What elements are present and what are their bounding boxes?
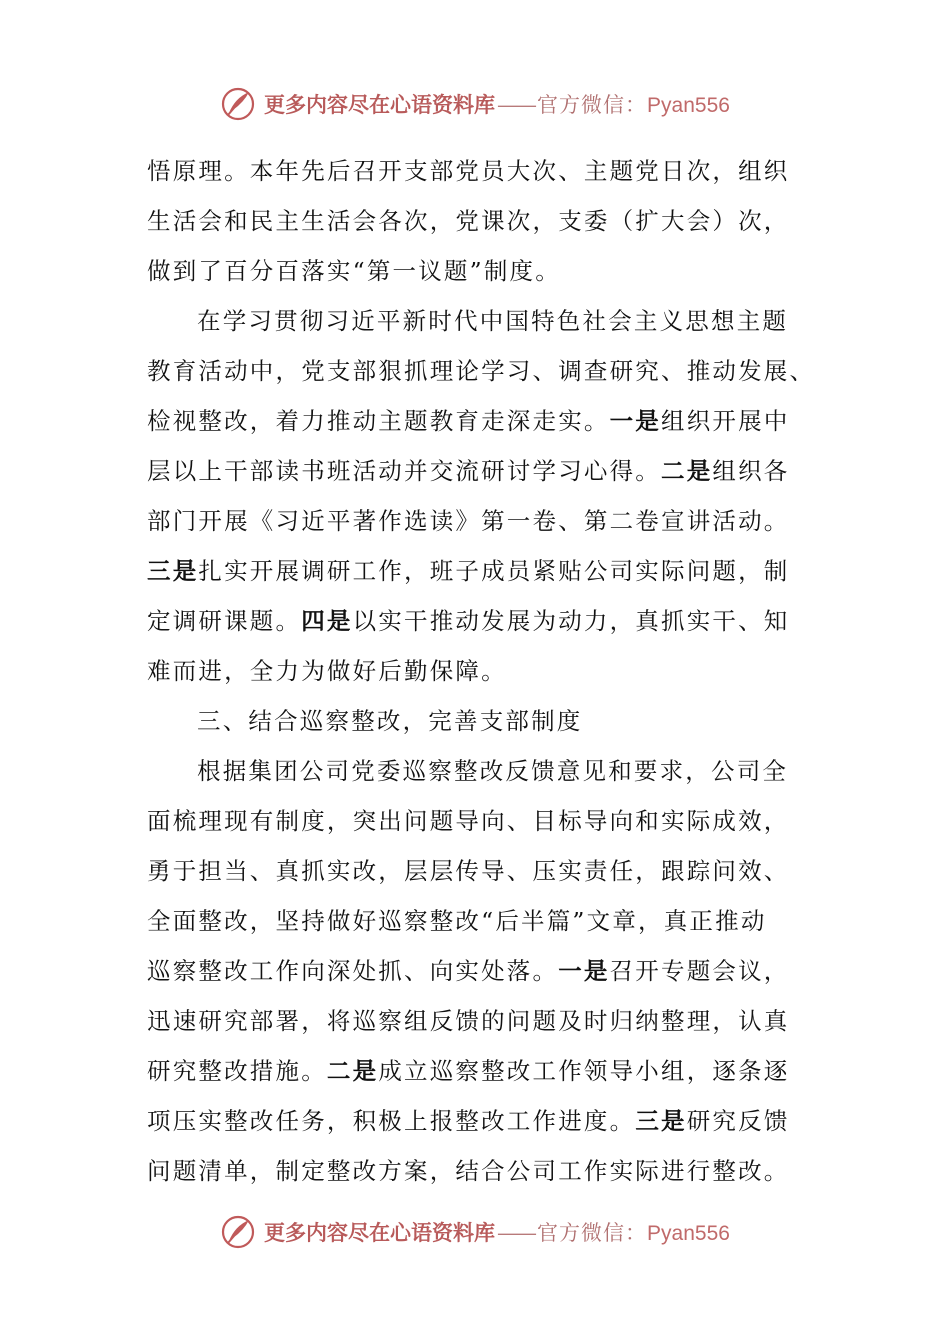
bold-marker: 一是 [609,407,662,435]
bold-marker: 二是 [326,1057,379,1085]
quill-logo-icon [220,86,256,122]
banner-wechat-id: Pyan556 [647,94,730,117]
text-segment: 定调研课题。 [147,607,302,635]
text-line [147,246,807,296]
banner-text [264,1217,730,1247]
text-segment: 研究整改措施。 [147,1057,327,1085]
bold-marker: 三是 [147,557,199,585]
text-segment: 研究反馈 [686,1107,790,1135]
text-segment: 以实干推动发展为动力，真抓实干、知 [352,607,790,635]
text-segment: 巡察整改工作向深处抓、向实处落。 [147,957,559,985]
text-segment: 扎实开展调研工作，班子成员紧贴公司实际问题，制 [198,557,790,585]
text-segment: 检视整改，着力推动主题教育走深走实。 [147,407,610,435]
text-line [147,196,807,246]
text-segment: 迅速研究部署，将巡察组反馈的问题及时归纳整理，认真 [147,1007,790,1035]
text-line [147,296,807,346]
text-segment: 成立巡察整改工作领导小组，逐条逐 [378,1057,790,1085]
text-segment: 层以上干部读书班活动并交流研讨学习心得。 [147,457,661,485]
text-segment: 悟原理。本年先后召开支部党员大次、主题党日次，组织 [147,157,790,185]
text-segment: 项压实整改任务，积极上报整改工作进度。 [147,1107,636,1135]
text-line [147,596,807,646]
text-line [147,796,807,846]
text-line [147,1146,807,1196]
text-segment: 问题清单，制定整改方案，结合公司工作实际进行整改。 [147,1157,790,1185]
text-segment: 面梳理现有制度，突出问题导向、目标导向和实际成效， [147,807,790,835]
text-line [147,546,807,596]
text-line [147,446,807,496]
text-line [147,396,807,446]
text-segment: 勇于担当、真抓实改，层层传导、压实责任，跟踪问效、 [147,857,790,885]
document-body [147,146,816,1196]
text-segment: 部门开展《习近平著作选读》第一卷、第二卷宣讲活动。 [147,507,790,535]
text-line [147,1046,807,1096]
banner-dash: —— [497,93,536,117]
banner-dash: —— [497,1221,536,1245]
quill-logo-icon [220,1214,256,1250]
text-line [147,346,816,396]
text-segment: 三、结合巡察整改，完善支部制度 [197,707,583,735]
text-segment: 生活会和民主生活会各次，党课次，支委（扩大会）次， [147,207,790,235]
text-line [147,846,807,896]
text-line [147,146,807,196]
text-segment: 根据集团公司党委巡察整改反馈意见和要求，公司全 [197,757,789,785]
bold-marker: 三是 [635,1107,687,1135]
text-segment: 教育活动中，党支部狠抓理论学习、调查研究、推动发展、 [147,357,816,385]
text-line [147,896,807,946]
text-segment: 组织开展中 [661,407,790,435]
text-line [147,646,807,696]
banner-wechat-id: Pyan556 [647,1222,730,1245]
text-segment: 在学习贯彻习近平新时代中国特色社会主义思想主题 [197,307,789,335]
text-line [147,996,807,1046]
text-segment: 难而进，全力为做好后勤保障。 [147,657,507,685]
bold-marker: 四是 [301,607,353,635]
text-segment: 全面整改，坚持做好巡察整改“后半篇”文章，真正推动 [147,907,767,935]
banner-brand: 更多内容尽在心语资料库 [264,92,496,117]
text-line [147,696,807,746]
text-line [147,496,807,546]
banner-official-label: 官方微信： [537,93,648,117]
header-banner [0,80,950,128]
text-line [147,1096,807,1146]
text-segment: 召开专题会议， [609,957,790,985]
text-segment: 组织各 [712,457,790,485]
banner-brand: 更多内容尽在心语资料库 [264,1220,496,1245]
bold-marker: 二是 [661,457,713,485]
banner-official-label: 官方微信： [537,1221,648,1245]
text-segment: 做到了百分百落实“第一议题”制度。 [147,257,561,285]
banner-text [264,89,730,119]
text-line [147,746,807,796]
footer-banner [0,1208,950,1256]
text-line [147,946,807,996]
bold-marker: 一是 [558,957,610,985]
